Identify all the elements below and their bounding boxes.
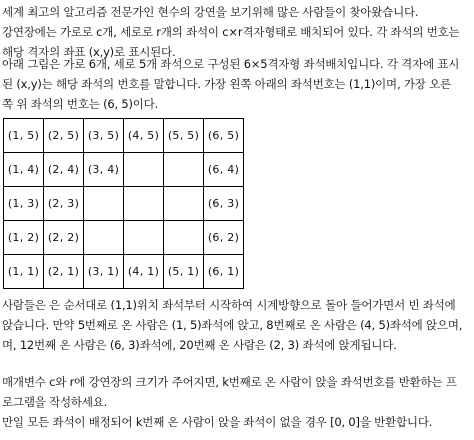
seat-cell: (2, 4) bbox=[44, 153, 84, 187]
example-line: 된 (x,y)는 해당 좌석의 번호를 말합니다. 가장 왼쪽 아래의 좌석번호는 (1,1)이며, 가장 오른 bbox=[2, 77, 451, 91]
rule-paragraph bbox=[2, 295, 462, 355]
seat-cell bbox=[84, 221, 124, 255]
seat-cell: (3, 4) bbox=[84, 153, 124, 187]
intro-line: 강연장에는 가로로 c개, 세로로 r개의 좌석이 c×r격자형태로 배치되어 있다. 각 좌석의 번호는 bbox=[2, 25, 460, 39]
grid-row bbox=[4, 255, 244, 289]
seat-cell: (3, 5) bbox=[84, 119, 124, 153]
grid-row bbox=[4, 221, 244, 255]
seat-cell: (1, 3) bbox=[4, 187, 44, 221]
rule-line: 며, 12번째 온 사람은 (6, 3)좌석에, 20번째 온 사람은 (2, 3) 좌석에 앉게됩니다. bbox=[2, 338, 397, 352]
seat-cell: (6, 1) bbox=[204, 255, 244, 289]
example-line: 쪽 위 좌석의 번호는 (6, 5)이다. bbox=[2, 97, 159, 111]
intro-line: 세계 최고의 알고리즘 전문가인 현수의 강연을 보기위해 많은 사람들이 찾아왔습니다. bbox=[2, 5, 419, 19]
seat-cell: (2, 3) bbox=[44, 187, 84, 221]
seat-cell: (4, 1) bbox=[124, 255, 164, 289]
rule-line: 앉습니다. 만약 5번째로 온 사람은 (1, 5)좌석에 앉고, 8번째로 온 사람은 (4, 5)좌석에 앉으며, bbox=[2, 318, 463, 332]
seat-cell: (5, 1) bbox=[164, 255, 204, 289]
seat-cell: (4, 5) bbox=[124, 119, 164, 153]
example-paragraph bbox=[2, 54, 459, 114]
seat-cell bbox=[84, 187, 124, 221]
seat-cell: (1, 1) bbox=[4, 255, 44, 289]
seat-cell bbox=[164, 221, 204, 255]
grid-row bbox=[4, 119, 244, 153]
seat-cell: (2, 2) bbox=[44, 221, 84, 255]
seat-cell: (6, 5) bbox=[204, 119, 244, 153]
task-paragraph bbox=[2, 372, 457, 432]
seat-cell: (6, 4) bbox=[204, 153, 244, 187]
example-line: 아래 그림은 가로 6개, 세로 5개 좌석으로 구성된 6×5격자형 좌석배치입니다. 각 격자에 표시 bbox=[2, 57, 460, 71]
seat-cell: (6, 2) bbox=[204, 221, 244, 255]
task-line: 매개변수 c와 r에 강연장의 크기가 주어지면, k번째로 온 사람이 앉을 좌석번호를 반환하는 프 bbox=[2, 375, 457, 389]
grid-row bbox=[4, 153, 244, 187]
seat-cell: (5, 5) bbox=[164, 119, 204, 153]
seat-cell: (1, 4) bbox=[4, 153, 44, 187]
seat-cell: (6, 3) bbox=[204, 187, 244, 221]
seat-cell: (2, 1) bbox=[44, 255, 84, 289]
seat-cell bbox=[124, 153, 164, 187]
seat-cell bbox=[164, 153, 204, 187]
intro-line: 해당 격자의 좌표 (x,y)로 표시된다. bbox=[2, 45, 176, 59]
grid-row bbox=[4, 187, 244, 221]
seat-grid bbox=[3, 118, 244, 289]
rule-line: 사람들은 은 순서대로 (1,1)위치 좌석부터 시작하여 시계방향으로 돌아 들어가면서 빈 좌석에 bbox=[2, 298, 456, 312]
task-line: 만일 모든 좌석이 배정되어 k번째 온 사람이 앉을 좌석이 없을 경우 [0, 0]을 반환합니다. bbox=[2, 415, 433, 429]
seat-cell bbox=[124, 187, 164, 221]
seat-cell: (1, 2) bbox=[4, 221, 44, 255]
seat-cell: (1, 5) bbox=[4, 119, 44, 153]
seat-cell: (3, 1) bbox=[84, 255, 124, 289]
seat-cell bbox=[164, 187, 204, 221]
seat-cell: (2, 5) bbox=[44, 119, 84, 153]
seat-cell bbox=[124, 221, 164, 255]
intro-paragraph bbox=[2, 2, 459, 62]
task-line: 로그램을 작성하세요. bbox=[2, 395, 108, 409]
